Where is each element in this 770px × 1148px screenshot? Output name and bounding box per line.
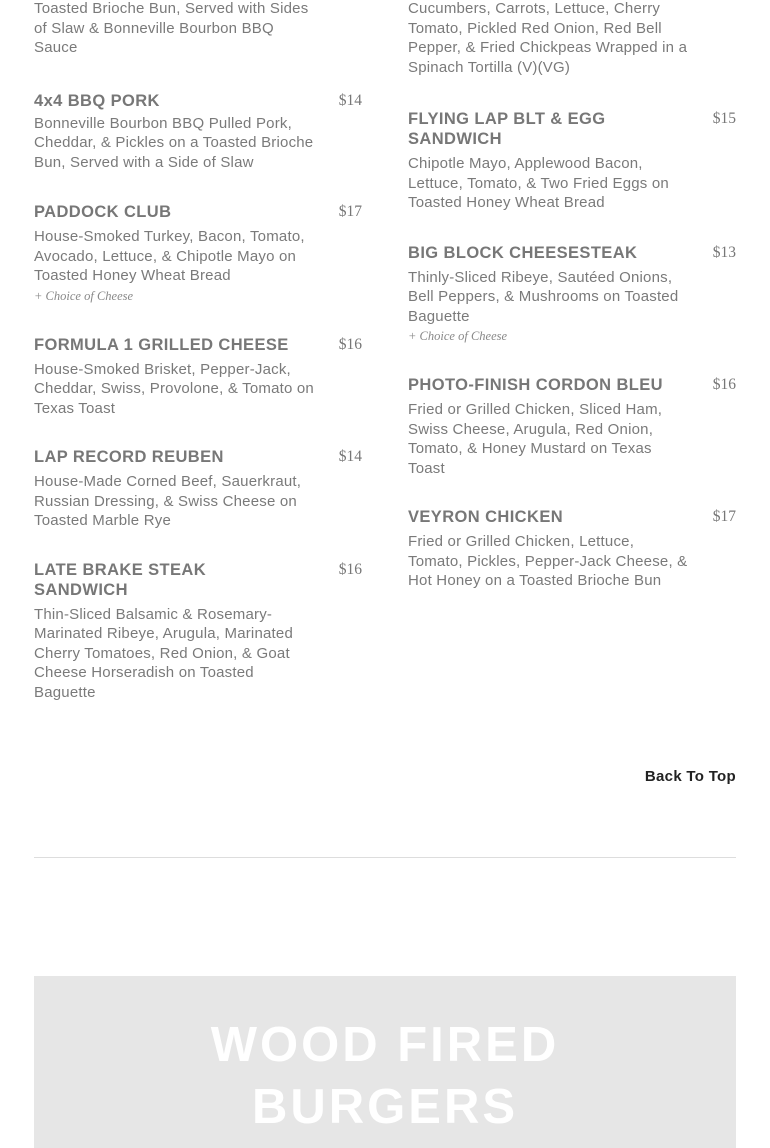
menu-item-photo-finish-cordon-bleu — [408, 375, 736, 478]
item-description: Chipotle Mayo, Applewood Bacon, Lettuce, Tomato, & Two Fried Eggs on Toasted Honey Wheat Bread — [408, 155, 669, 211]
menu-item-formula-1-grilled-cheese — [34, 335, 362, 419]
item-price: $14 — [338, 448, 362, 465]
item-description: House-Smoked Brisket, Pepper-Jack, Cheddar, Swiss, Provolone, & Tomato on Texas Toast — [34, 360, 314, 417]
item-name: FORMULA 1 GRILLED CHEESE — [34, 335, 289, 354]
item-price: $17 — [712, 508, 736, 525]
item-price: $17 — [338, 203, 362, 220]
item-name: 4x4 BBQ PORK — [34, 91, 160, 110]
menu-item-4x4-bbq-pork — [34, 91, 362, 173]
item-price: $16 — [338, 560, 362, 578]
item-name: LAP RECORD REUBEN — [34, 448, 224, 466]
item-note: + Choice of Cheese — [34, 288, 134, 303]
menu-column-left — [34, 0, 362, 702]
item-name: LATE BRAKE STEAK SANDWICH — [34, 560, 207, 599]
section-title — [34, 1014, 736, 1138]
item-description: Fried or Grilled Chicken, Lettuce, Tomato, Pickles, Pepper-Jack Cheese, & Hot Honey on a Toasted Brioche Bun — [408, 533, 688, 589]
item-price: $16 — [338, 335, 362, 353]
menu-item-big-block-cheesesteak — [408, 243, 736, 345]
back-to-top-link[interactable]: Back To Top — [644, 768, 736, 785]
item-price: $14 — [338, 91, 362, 109]
menu-item-veyron-chicken — [408, 507, 736, 591]
item-description: Thin-Sliced Balsamic & Rosemary-Marinated Ribeye, Arugula, Marinated Cherry Tomatoes, Red Onion, & Goat Cheese Horseradish on Toasted Baguette — [34, 605, 294, 701]
item-description: Bonneville Bourbon BBQ Pulled Pork, Cheddar, & Pickles on a Toasted Brioche Bun, Served with a Side of Slaw — [34, 114, 314, 171]
item-price: $15 — [712, 110, 736, 127]
item-name: BIG BLOCK CHEESESTEAK — [408, 243, 638, 262]
item-name: VEYRON CHICKEN — [408, 508, 564, 526]
section-divider — [34, 857, 736, 858]
menu-item-late-brake-steak-sandwich — [34, 560, 362, 703]
item-name: PHOTO-FINISH CORDON BLEU — [408, 376, 663, 394]
item-description: Thinly-Sliced Ribeye, Sautéed Onions, Bell Peppers, & Mushrooms on Toasted Baguette — [408, 268, 679, 325]
section-title-line-2: BURGERS — [251, 1080, 519, 1134]
menu-item-flying-lap-blt — [408, 109, 736, 213]
menu-item-lap-record-reuben — [34, 447, 362, 531]
section-banner-wood-fired-burgers — [34, 976, 736, 1148]
item-name: FLYING LAP BLT & EGG SANDWICH — [408, 110, 606, 148]
menu-column-right — [408, 0, 736, 591]
section-title-line-1: WOOD FIRED — [210, 1018, 560, 1072]
item-name: PADDOCK CLUB — [34, 203, 172, 221]
item-description: Fried or Grilled Chicken, Sliced Ham, Swiss Cheese, Arugula, Red Onion, Tomato, & Honey Mustard on Texas Toast — [408, 401, 663, 477]
item-description-cut-off: Toasted Brioche Bun, Served with Sides of Slaw & Bonneville Bourbon BBQ Sauce — [34, 0, 309, 56]
item-description: House-Made Corned Beef, Sauerkraut, Russian Dressing, & Swiss Cheese on Toasted Marble Rye — [34, 473, 302, 529]
item-price: $16 — [712, 376, 736, 393]
item-note: + Choice of Cheese — [408, 329, 508, 343]
menu-item-paddock-club — [34, 202, 362, 304]
item-description: House-Smoked Turkey, Bacon, Tomato, Avocado, Lettuce, & Chipotle Mayo on Toasted Honey Wheat Bread — [34, 228, 305, 284]
item-description-cut-off: Cucumbers, Carrots, Lettuce, Cherry Tomato, Pickled Red Onion, Red Bell Pepper, & Fried Chickpeas Wrapped in a Spinach Tortilla (V)(VG) — [408, 0, 688, 76]
item-price: $13 — [712, 243, 736, 261]
